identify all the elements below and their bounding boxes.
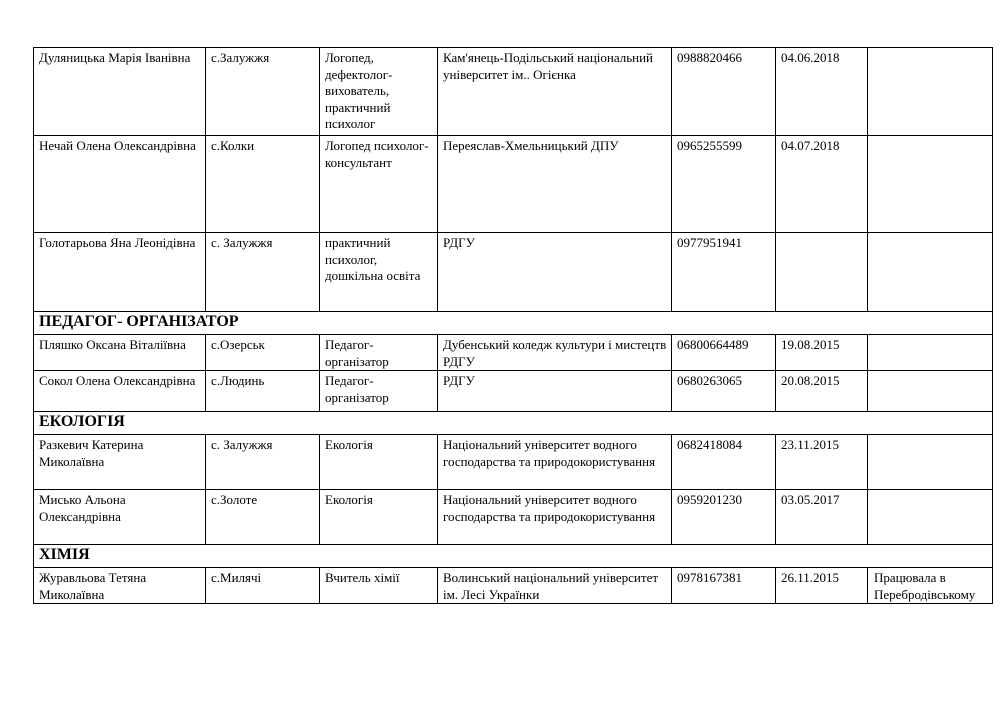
staff-name-cell: Дуляницька Марія Іванівна [34,48,206,136]
note-cell: Працювала в Перебродівському [868,568,993,604]
position-cell: Вчитель хімії [320,568,438,604]
village-cell: с.Людинь [206,371,320,412]
village-cell: с.Милячі [206,568,320,604]
position-cell: Логопед психолог-консультант [320,136,438,233]
staff-row [34,233,993,312]
phone-cell: 0680263065 [672,371,776,412]
staff-name-cell: Сокол Олена Олександрівна [34,371,206,412]
staff-name-cell: Журавльова Тетяна Миколаївна [34,568,206,604]
education-cell: Кам'янець-Подільський національний університет ім.. Огієнка [438,48,672,136]
position-cell: практичний психолог, дошкільна освіта [320,233,438,312]
education-cell: РДГУ [438,233,672,312]
date-cell [776,233,868,312]
staff-name-cell: Разкевич Катерина Миколаївна [34,435,206,490]
date-cell: 04.07.2018 [776,136,868,233]
note-cell [868,435,993,490]
note-cell [868,371,993,412]
phone-cell: 0965255599 [672,136,776,233]
date-cell: 23.11.2015 [776,435,868,490]
staff-name-cell: Голотарьова Яна Леонідівна [34,233,206,312]
education-cell: Дубенський коледж культури і мистецтв РДГУ [438,335,672,371]
phone-cell: 0959201230 [672,490,776,545]
education-cell: Національний університет водного господарства та природокористування [438,490,672,545]
village-cell: с.Залужжя [206,48,320,136]
position-cell: Екологія [320,490,438,545]
date-cell: 26.11.2015 [776,568,868,604]
note-cell [868,335,993,371]
village-cell: с.Озерськ [206,335,320,371]
position-cell: Логопед, дефектолог-вихователь, практичний психолог [320,48,438,136]
education-cell: Волинський національний університет ім. Лесі Українки [438,568,672,604]
section-title: ЕКОЛОГІЯ [34,412,993,435]
staff-row [34,371,993,412]
education-cell: Переяслав-Хмельницький ДПУ [438,136,672,233]
date-cell: 20.08.2015 [776,371,868,412]
phone-cell: 0977951941 [672,233,776,312]
section-title: ПЕДАГОГ- ОРГАНІЗАТОР [34,312,993,335]
staff-name-cell: Пляшко Оксана Віталіївна [34,335,206,371]
village-cell: с. Залужжя [206,233,320,312]
staff-row [34,568,993,604]
staff-row [34,335,993,371]
staff-table [33,47,993,604]
staff-row [34,490,993,545]
section-header-row [34,545,993,568]
date-cell: 03.05.2017 [776,490,868,545]
section-title: ХІМІЯ [34,545,993,568]
position-cell: Екологія [320,435,438,490]
phone-cell: 0988820466 [672,48,776,136]
village-cell: с.Колки [206,136,320,233]
date-cell: 04.06.2018 [776,48,868,136]
note-cell [868,136,993,233]
staff-row [34,435,993,490]
staff-row [34,48,993,136]
staff-row [34,136,993,233]
staff-name-cell: Мисько Альона Олександрівна [34,490,206,545]
date-cell: 19.08.2015 [776,335,868,371]
phone-cell: 06800664489 [672,335,776,371]
section-header-row [34,412,993,435]
education-cell: Національний університет водного господарства та природокористування [438,435,672,490]
phone-cell: 0682418084 [672,435,776,490]
education-cell: РДГУ [438,371,672,412]
note-cell [868,48,993,136]
phone-cell: 0978167381 [672,568,776,604]
village-cell: с. Залужжя [206,435,320,490]
village-cell: с.Золоте [206,490,320,545]
note-cell [868,490,993,545]
staff-name-cell: Нечай Олена Олександрівна [34,136,206,233]
staff-table-body [34,48,993,604]
note-cell [868,233,993,312]
position-cell: Педагог-організатор [320,371,438,412]
section-header-row [34,312,993,335]
position-cell: Педагог-організатор [320,335,438,371]
